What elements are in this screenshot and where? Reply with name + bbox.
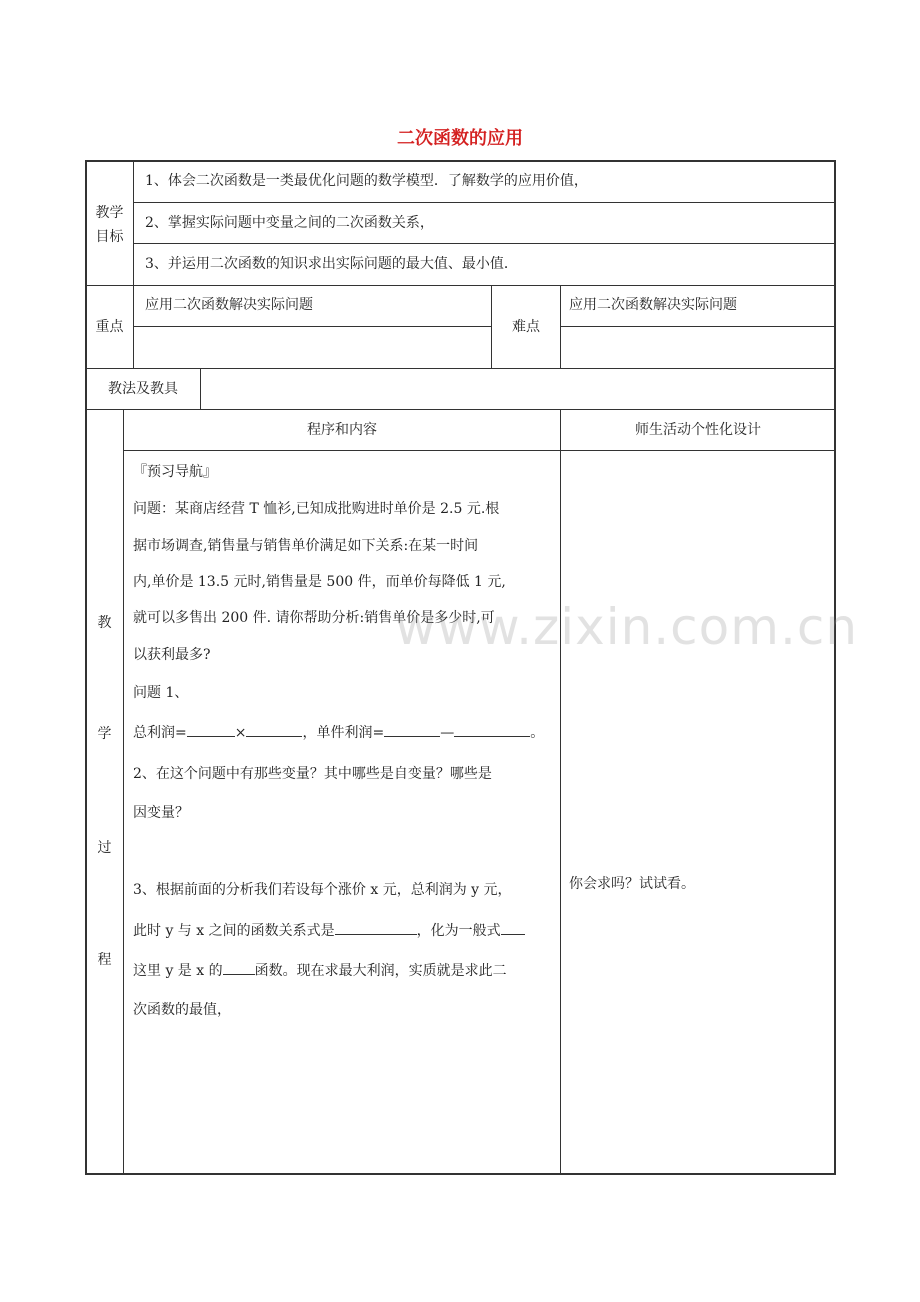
process-side-label: 程 xyxy=(97,952,112,968)
table-rule xyxy=(200,368,201,410)
question-3 xyxy=(133,920,525,941)
question-3-text: 这里 y 是 x 的 xyxy=(133,963,223,979)
question-3-text: 函数。现在求最大利润，实质就是求此二 xyxy=(254,963,507,979)
process-side-label: 过 xyxy=(97,840,112,856)
table-rule xyxy=(85,285,836,286)
fill-blank xyxy=(501,920,525,935)
watermark: www.zixin.com.cn xyxy=(395,598,859,656)
problem-line: 据市场调查,销售量与销售单价满足如下关系:在某一时间 xyxy=(133,538,479,554)
fill-blank xyxy=(246,722,302,737)
problem-line: 以获利最多? xyxy=(133,647,211,663)
table-rule xyxy=(133,326,491,327)
content-header: 程序和内容 xyxy=(307,422,377,438)
activity-header: 师生活动个性化设计 xyxy=(635,422,761,438)
table-rule xyxy=(133,160,134,369)
table-rule xyxy=(560,409,561,1174)
formula-text: × xyxy=(234,725,247,741)
formula-text: ，单件利润= xyxy=(302,725,385,741)
section-title: 『预习导航』 xyxy=(133,464,217,480)
table-rule xyxy=(85,368,836,369)
difficulty-text: 应用二次函数解决实际问题 xyxy=(569,297,737,313)
question-2: 2、在这个问题中有那些变量？其中哪些是自变量？哪些是 xyxy=(133,766,492,782)
table-rule xyxy=(123,450,836,451)
formula-text: — xyxy=(440,725,455,741)
question-1-formula xyxy=(133,722,544,743)
formula-text: 。 xyxy=(530,725,545,741)
objective-item: 1、体会二次函数是一类最优化问题的数学模型．了解数学的应用价值， xyxy=(145,173,588,189)
difficulty-label: 难点 xyxy=(512,319,540,335)
question-3-text: ，化为一般式 xyxy=(416,923,501,939)
formula-text: 总利润= xyxy=(133,725,187,741)
question-3-text: 此时 y 与 x 之间的函数关系式是 xyxy=(133,923,335,939)
question-3: 3、根据前面的分析我们若设每个涨价 x 元，总利润为 y 元， xyxy=(133,882,512,898)
problem-line: 问题：某商店经营 T 恤衫,已知成批购进时单价是 2.5 元.根 xyxy=(133,501,500,517)
table-rule xyxy=(123,409,124,1174)
objectives-label: 教学 xyxy=(95,205,124,221)
table-rule xyxy=(560,285,561,369)
activity-note: 你会求吗？试试看。 xyxy=(569,876,695,892)
fill-blank xyxy=(187,722,235,737)
problem-line: 就可以多售出 200 件. 请你帮助分析:销售单价是多少时,可 xyxy=(133,610,495,626)
methods-label: 教法及教具 xyxy=(108,381,178,397)
table-rule xyxy=(133,202,835,203)
page-title: 二次函数的应用 xyxy=(397,128,523,149)
question-2: 因变量？ xyxy=(133,805,189,821)
fill-blank xyxy=(454,722,530,737)
fill-blank xyxy=(335,920,417,935)
problem-line: 内,单价是 13.5 元时,销售量是 500 件，而单价每降低 1 元, xyxy=(133,574,506,590)
objectives-label: 目标 xyxy=(95,229,124,245)
key-point-label: 重点 xyxy=(95,319,124,335)
fill-blank xyxy=(384,722,440,737)
question-3: 次函数的最值， xyxy=(133,1002,231,1018)
objective-item: 3、并运用二次函数的知识求出实际问题的最大值、最小值． xyxy=(145,256,518,272)
process-side-label: 学 xyxy=(97,726,112,742)
objective-item: 2、掌握实际问题中变量之间的二次函数关系， xyxy=(145,215,434,231)
table-rule xyxy=(85,409,836,410)
question-1-label: 问题 1、 xyxy=(133,685,189,701)
question-3 xyxy=(133,960,507,981)
table-rule xyxy=(133,243,835,244)
key-point-text: 应用二次函数解决实际问题 xyxy=(145,297,313,313)
fill-blank xyxy=(223,960,255,975)
table-rule xyxy=(560,326,836,327)
process-side-label: 教 xyxy=(97,615,112,631)
